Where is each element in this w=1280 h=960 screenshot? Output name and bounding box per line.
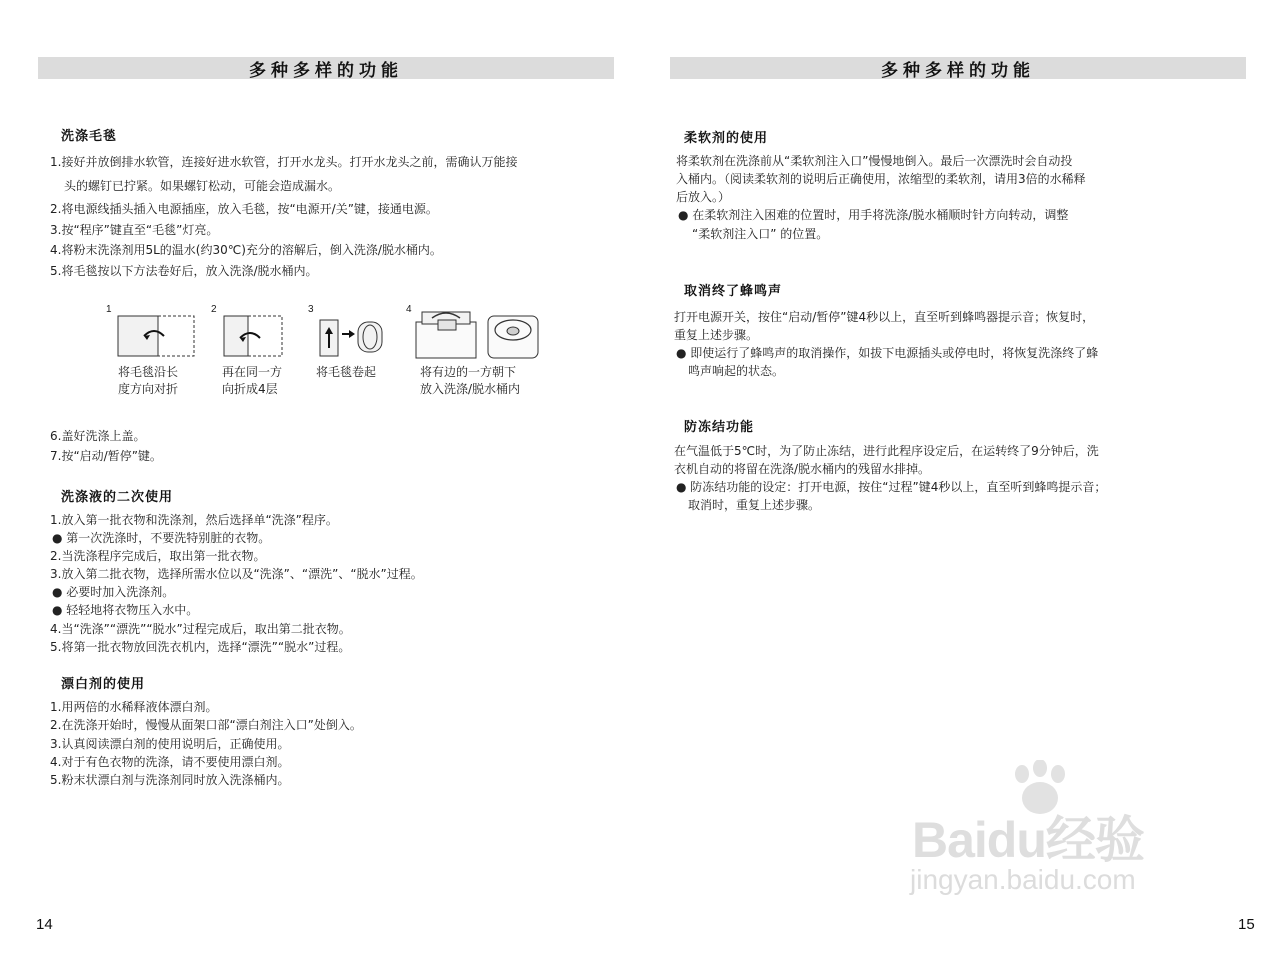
page-header-title: 多种多样的功能 (881, 60, 1035, 81)
put-in-washer-illustration (412, 304, 542, 362)
figure-caption: 再在同一方 (222, 365, 283, 379)
list-item: 后放入。） (676, 190, 731, 204)
list-item: 头的螺钉已拧紧。如果螺钉松动，可能会造成漏水。 (64, 179, 341, 193)
baidu-watermark (900, 760, 1210, 910)
figure-step-number: 4 (406, 304, 412, 315)
list-item: 2.在洗涤开始时，慢慢从面架口部“漂白剂注入口”处倒入。 (50, 718, 362, 732)
section-title-buzzer: 取消终了蜂鸣声 (684, 284, 783, 299)
page-header-bar (38, 57, 614, 79)
figure-caption: 度方向对折 (118, 382, 179, 396)
section-title-softener: 柔软剂的使用 (684, 131, 769, 146)
list-item: 3.放入第二批衣物，选择所需水位以及“洗涤”、“漂洗”、“脱水”过程。 (50, 567, 423, 581)
list-item: ● 即使运行了蜂鸣声的取消操作，如拔下电源插头或停电时，将恢复洗涤终了蜂 (676, 346, 1099, 360)
list-item: ● 轻轻地将衣物压入水中。 (52, 603, 199, 617)
list-item: 重复上述步骤。 (674, 328, 759, 342)
list-item: 6.盖好洗涤上盖。 (50, 429, 146, 443)
watermark-url: jingyan.baidu.com (910, 864, 1136, 895)
list-item: 4.当“洗涤”“漂洗”“脱水”过程完成后，取出第二批衣物。 (50, 622, 351, 636)
list-item: 3.按“程序”键直至“毛毯”灯亮。 (50, 223, 219, 237)
list-item: 1.接好并放倒排水软管，连接好进水软管，打开水龙头。打开水龙头之前，需确认万能接 (50, 155, 518, 169)
list-item: 2.当洗涤程序完成后，取出第一批衣物。 (50, 549, 266, 563)
figure-caption: 将毛毯卷起 (316, 365, 377, 379)
section-title-bleach: 漂白剂的使用 (61, 677, 146, 692)
list-item: 5.粉末状漂白剂与洗涤剂同时放入洗涤桶内。 (50, 773, 290, 787)
figure-step-number: 1 (106, 304, 112, 315)
list-item: 1.用两倍的水稀释液体漂白剂。 (50, 700, 218, 714)
section-title-antifreeze: 防冻结功能 (684, 420, 755, 435)
blanket-folding-figure (104, 304, 544, 404)
page-number: 15 (1238, 916, 1255, 933)
figure-caption: 将毛毯沿长 (118, 365, 179, 379)
list-item: ● 必要时加入洗涤剂。 (52, 585, 175, 599)
page-header-title: 多种多样的功能 (249, 60, 403, 81)
list-item: 入桶内。（阅读柔软剂的说明后正确使用，浓缩型的柔软剂，请用3倍的水稀释 (676, 172, 1086, 186)
list-item: 鸣声响起的状态。 (688, 364, 785, 378)
list-item: 4.将粉末洗涤剂用5L的温水(约30℃)充分的溶解后，倒入洗涤/脱水桶内。 (50, 243, 442, 257)
list-item: 1.放入第一批衣物和洗涤剂，然后选择单“洗涤”程序。 (50, 513, 338, 527)
list-item: 打开电源开关，按住“启动/暂停”键4秒以上，直至听到蜂鸣器提示音；恢复时， (674, 310, 1095, 324)
section-title-blanket: 洗涤毛毯 (61, 129, 118, 144)
list-item: ● 防冻结功能的设定：打开电源，按住“过程”键4秒以上，直至听到蜂鸣提示音； (676, 480, 1107, 494)
list-item: 3.认真阅读漂白剂的使用说明后，正确使用。 (50, 737, 290, 751)
list-item: 在气温低于5℃时，为了防止冻结，进行此程序设定后，在运转终了9分钟后，洗 (674, 444, 1099, 458)
list-item: 5.将第一批衣物放回洗衣机内，选择“漂洗”“脱水”过程。 (50, 640, 351, 654)
section-title-detergent: 洗涤液的二次使用 (61, 490, 174, 505)
figure-step-number: 2 (211, 304, 217, 315)
list-item: 将柔软剂在洗涤前从“柔软剂注入口”慢慢地倒入。最后一次漂洗时会自动投 (676, 154, 1073, 168)
fold-four-layers-illustration (220, 312, 290, 360)
list-item: “柔软剂注入口” 的位置。 (692, 227, 829, 241)
list-item: 4.对于有色衣物的洗涤，请不要使用漂白剂。 (50, 755, 290, 769)
list-item: 2.将电源线插头插入电源插座，放入毛毯，按“电源开/关”键，接通电源。 (50, 202, 438, 216)
fold-lengthwise-illustration (114, 312, 200, 360)
list-item: 取消时，重复上述步骤。 (688, 498, 821, 512)
list-item: 衣机自动的将留在洗涤/脱水桶内的残留水排掉。 (674, 462, 931, 476)
list-item: ● 第一次洗涤时，不要洗特别脏的衣物。 (52, 531, 271, 545)
page-header-bar (670, 57, 1246, 79)
roll-blanket-illustration (316, 312, 386, 360)
list-item: 7.按“启动/暂停”键。 (50, 449, 162, 463)
figure-step-number: 3 (308, 304, 314, 315)
list-item: 5.将毛毯按以下方法卷好后，放入洗涤/脱水桶内。 (50, 264, 318, 278)
figure-caption: 向折成4层 (222, 382, 278, 396)
page-number: 14 (36, 916, 53, 933)
figure-caption: 将有边的一方朝下 (420, 365, 517, 379)
watermark-logo: Baidu经验 (912, 812, 1144, 868)
figure-caption: 放入洗涤/脱水桶内 (420, 382, 521, 396)
list-item: ● 在柔软剂注入困难的位置时，用手将洗涤/脱水桶顺时针方向转动，调整 (678, 208, 1069, 222)
